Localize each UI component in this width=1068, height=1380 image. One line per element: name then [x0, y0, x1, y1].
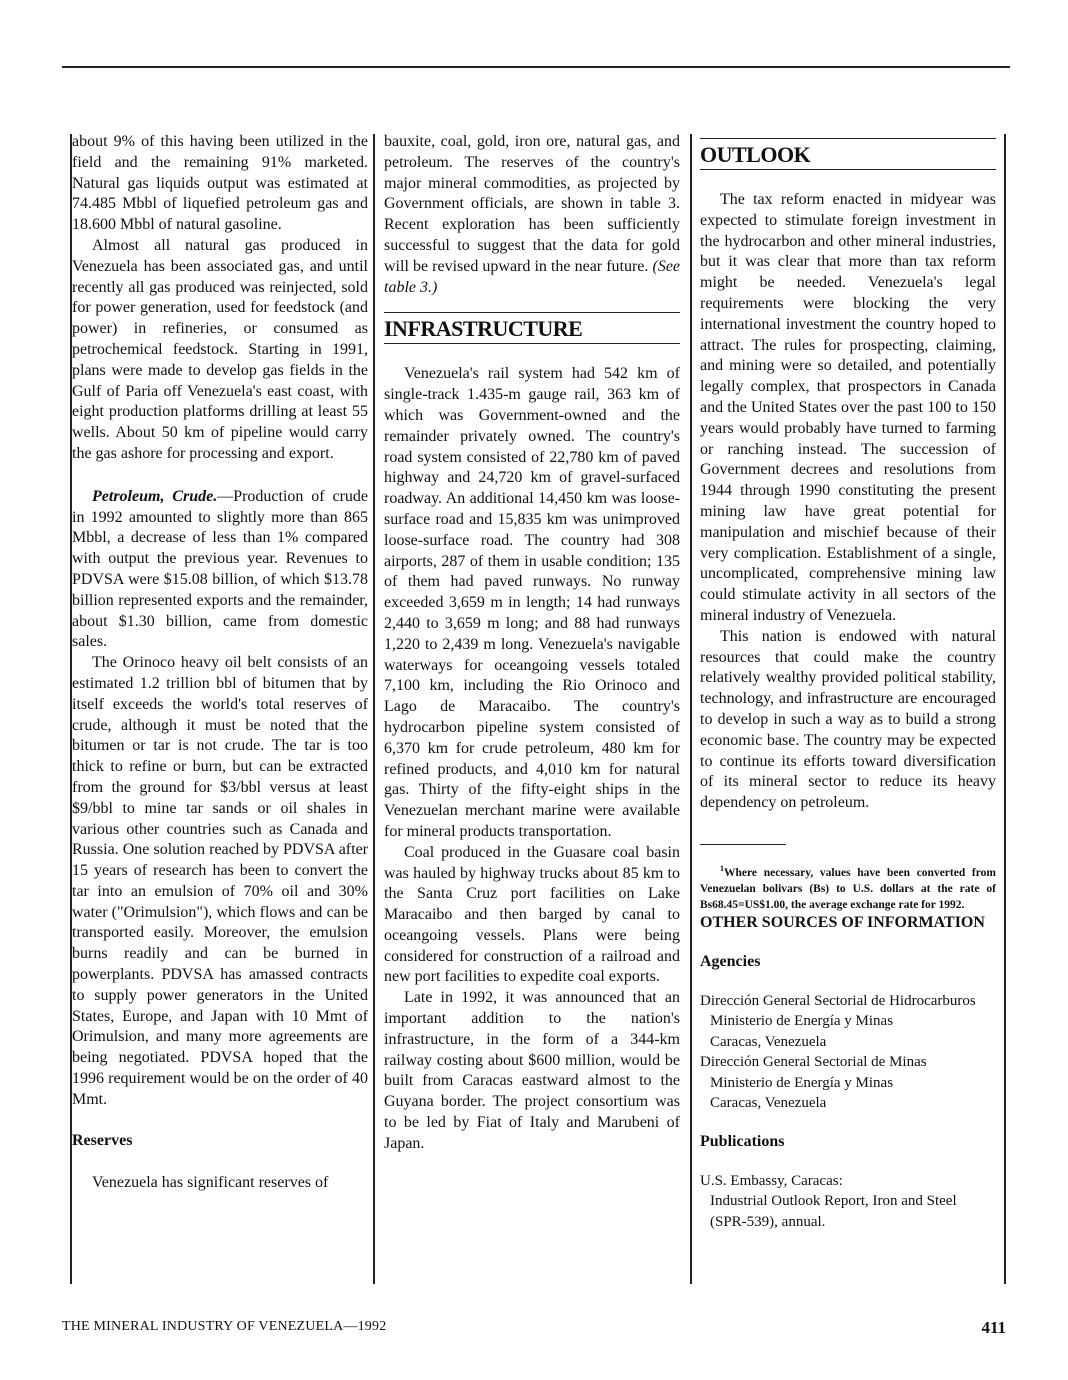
agency-ministry: Ministerio de Energía y Minas	[710, 1074, 894, 1091]
paragraph: about 9% of this having been utilized in the field and the remaining 91% marketed. Natural gas liquids output was estimated at 74.485 Mbbl of liquefied petroleum gas and 18.600 Mbbl of natural gasoline.	[72, 133, 368, 234]
agencies-heading: Agencies	[700, 953, 761, 971]
paragraph: Late in 1992, it was announced that an important addition to the nation's infrastructure, in the form of a 344-km railway costing about $600 million, would be built from Caracas eastward almost to the Guyana border. The project consortium was to be led by Fiat of Italy and Marubeni of Japan.	[384, 989, 680, 1152]
publication-title: Industrial Outlook Report, Iron and Steel (SPR-539), annual.	[710, 1193, 957, 1230]
paragraph-text: —Production of crude in 1992 amounted to slightly more than 865 Mbbl, a decrease of less than 1% compared with output the previous year. Revenues to PDVSA were $15.08 billion, of which $13.78 billion represented exports and the remainder, about $1.30 billion, came from domestic sales.	[72, 487, 368, 651]
reserves-heading: Reserves	[72, 1131, 133, 1149]
column-rule-middle-right	[690, 134, 692, 1284]
infrastructure-heading: INFRASTRUCTURE	[384, 312, 680, 344]
agency-ministry: Ministerio de Energía y Minas	[710, 1013, 894, 1030]
running-footer-title: THE MINERAL INDUSTRY OF VENEZUELA—1992	[62, 1319, 387, 1334]
paragraph-text: bauxite, coal, gold, iron ore, natural gas, and petroleum. The reserves of the country's major mineral commodities, as projected by Government officials, are shown in table 3. Recent exploration has been sufficiently successful to suggest that the data for gold will be revised upward in the near future.	[384, 133, 680, 275]
paragraph: Coal produced in the Guasare coal basin was hauled by highway trucks about 85 km to the Santa Cruz port facilities on Lake Maracaibo and then barged by canal to oceangoing vessels. Plans were being considered for construction of a railroad and new port facilities to expedite coal exports.	[384, 843, 680, 986]
paragraph: The tax reform enacted in midyear was expected to stimulate foreign investment in the hydrocarbon and other mineral industries, but it was clear that more than tax reform might be needed. Venezuela's legal requirements were blocking the very international investment the country hoped to attract. The rules for prospecting, claiming, and mining were so detailed, and potentially legally complex, that prospectors in Canada and the United States over the past 100 to 150 years would probably have turned to farming or ranching instead. The succession of Government decrees and resolutions from 1944 through 1990 constituting the present mining law have great potential for manipulation and mischief because of their very complication. Establishment of a single, uncomplicated, comprehensive mining law could stimulate activity in all sectors of the mineral industry of Venezuela.	[700, 191, 996, 624]
column-rule-right	[1004, 134, 1006, 1284]
agency-city: Caracas, Venezuela	[710, 1033, 827, 1050]
column-1	[72, 132, 368, 1194]
paragraph: This nation is endowed with natural resources that could make the country relatively wealthy provided political stability, technology, and infrastructure are encouraged to develop in such a way as to build a strong economic base. The country may be expected to continue its efforts toward diversification of its mineral sector to reduce its heavy dependency on petroleum.	[700, 627, 996, 812]
table-reference: (See table 3.)	[384, 257, 681, 296]
publication-source: U.S. Embassy, Caracas:	[700, 1172, 843, 1189]
run-in-heading: Petroleum, Crude.	[92, 487, 218, 505]
paragraph	[384, 132, 680, 298]
column-rule-middle-left	[373, 134, 375, 1284]
other-sources-heading: OTHER SOURCES OF INFORMATION	[700, 914, 985, 932]
footnote-rule	[700, 844, 786, 846]
column-2	[384, 132, 680, 1155]
publications-list	[700, 1171, 996, 1233]
outlook-heading: OUTLOOK	[700, 138, 996, 170]
column-3	[700, 132, 996, 1232]
paragraph: The Orinoco heavy oil belt consists of an estimated 1.2 trillion bbl of bitumen that by itself exceeds the world's total reserves of crude, although it must be noted that the bitumen or tar is not crude. The tar is too thick to refine or burn, but can be extracted from the ground for $3/bbl versus at least $9/bbl to mine tar sands or oil shales in various other countries such as Canada and Russia. One solution reached by PDVSA after 15 years of research has been to convert the tar into an emulsion of 70% oil and 30% water ("Orimulsion"), which flows and can be transported easily. Moreover, the emulsion burns readily and can be burned in powerplants. PDVSA has amassed contracts to supply power generators in the United States, Europe, and Japan with 10 Mmt of Orimulsion, and many more agreements are being negotiated. PDVSA hoped that the 1996 requirement would be on the order of 40 Mmt.	[72, 654, 368, 1108]
footnote-text: Where necessary, values have been converted from Venezuelan bolivars (Bs) to U.S. dollars at the rate of Bs68.45=US$1.00, the average exchange rate for 1992.	[700, 867, 996, 912]
footnote-mark: 1	[720, 864, 724, 874]
page-number: 411	[981, 1318, 1006, 1337]
agency-name: Dirección General Sectorial de Minas	[700, 1054, 927, 1071]
agency-city: Caracas, Venezuela	[710, 1095, 827, 1112]
footnote	[700, 861, 996, 913]
top-rule	[62, 66, 1010, 68]
agencies-list	[700, 991, 996, 1114]
publications-heading: Publications	[700, 1132, 785, 1150]
paragraph	[72, 487, 368, 653]
paragraph: Venezuela has significant reserves of	[92, 1174, 329, 1192]
paragraph: Venezuela's rail system had 542 km of single-track 1.435-m gauge rail, 363 km of which was Government-owned and the remainder privately owned. The country's road system consisted of 22,780 km of paved highway and 24,720 km of gravel-surfaced roadway. An additional 14,450 km was loose-surface road and 15,835 km was unimproved loose-surface road. The country had 308 airports, 287 of them in usable condition; 135 of them had paved runways. No runway exceeded 3,659 m in length; 14 had runways 2,440 to 3,659 m long; and 88 had runways 1,220 to 2,439 m long. Venezuela's navigable waterways for oceangoing vessels totaled 7,100 km, including the Rio Orinoco and Lago de Maracaibo. The country's hydrocarbon pipeline system consisted of 6,370 km for crude petroleum, 480 km for refined products, and 4,010 km for natural gas. Thirty of the fifty-eight ships in the Venezuelan merchant marine were available for mineral products transportation.	[384, 365, 680, 840]
agency-name: Dirección General Sectorial de Hidrocarburos	[700, 992, 976, 1009]
paragraph: Almost all natural gas produced in Venezuela has been associated gas, and until recently all gas produced was reinjected, sold for power generation, used for feedstock (and power) in refineries, or consumed as petrochemical feedstock. Starting in 1991, plans were made to develop gas fields in the Gulf of Paria off Venezuela's east coast, with eight production platforms drilling at least 55 wells. About 50 km of pipeline would carry the gas ashore for processing and export.	[72, 236, 368, 462]
